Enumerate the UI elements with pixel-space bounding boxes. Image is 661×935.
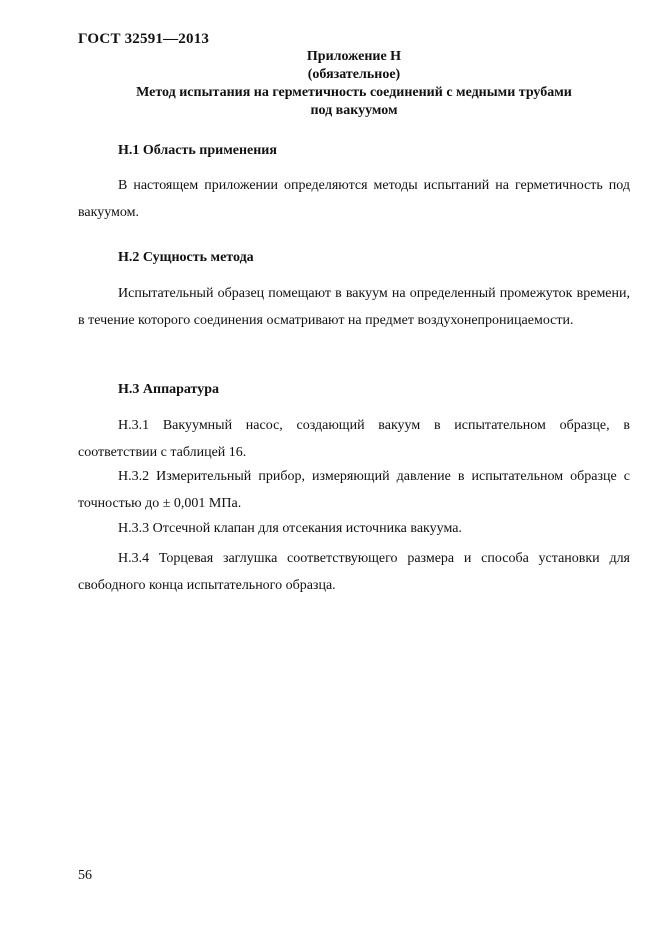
apparatus-item-3 [78,515,630,542]
appendix-title: Приложение Н [306,49,402,64]
standard-code: ГОСТ 32591—2013 [78,31,210,47]
section-title-h2: Н.2 Сущность метода [118,250,254,265]
apparatus-item-3-text: Н.3.3 Отсечной клапан для отсекания источника вакуума. [118,521,462,536]
apparatus-item-1 [78,412,630,466]
page-number: 56 [78,868,92,883]
apparatus-item-4-text: Н.3.4 Торцевая заглушка соответствующего размера и способа установки для свободного конца испытательного образца. [78,551,630,593]
section-title-h1: Н.1 Область применения [118,143,277,158]
section-text-h2-content: Испытательный образец помещают в вакуум на определенный промежуток времени, в течение которого соединения осматривают на предмет воздухонепроницаемости. [78,286,630,328]
section-title-h3: Н.3 Аппаратура [118,382,220,397]
apparatus-item-2-text: Н.3.2 Измерительный прибор, измеряющий давление в испытательном образце с точностью до ± 0,001 МПа. [78,469,630,511]
section-text-h1-content: В настоящем приложении определяются методы испытаний на герметичность под вакуумом. [78,178,630,220]
appendix-subject-line-2: под вакуумом [310,103,398,118]
appendix-subject-line-1: Метод испытания на герметичность соединений с медными трубами [136,85,572,100]
apparatus-item-4 [78,545,630,599]
section-text-h2 [78,280,630,334]
appendix-heading [78,48,630,120]
appendix-status: (обязательное) [307,67,401,82]
apparatus-item-1-text: Н.3.1 Вакуумный насос, создающий вакуум в испытательном образце, в соответствии с таблицей 16. [78,418,630,460]
apparatus-item-2 [78,463,630,517]
section-text-h1 [78,172,630,226]
